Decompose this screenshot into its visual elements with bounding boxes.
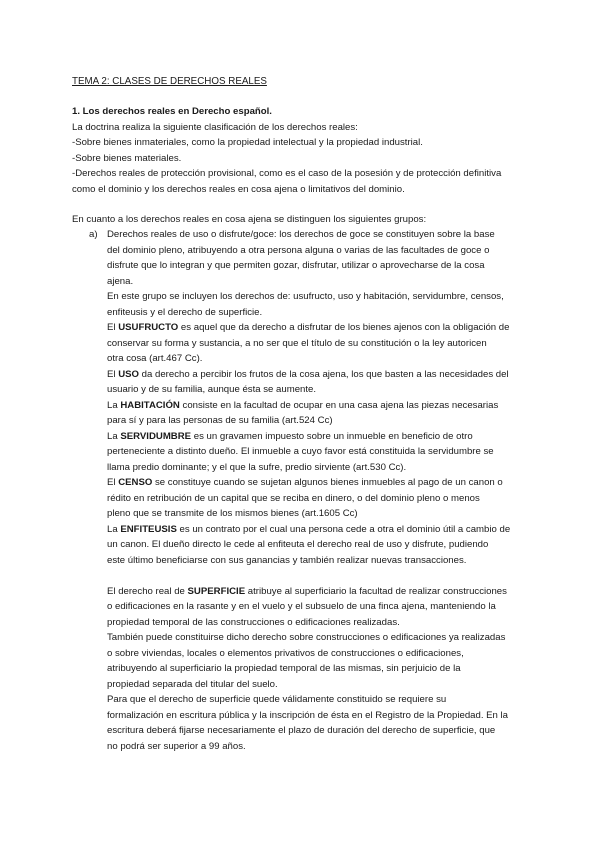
text-fragment: consiste en la facultad de ocupar en una casa ajena las piezas necesarias bbox=[179, 399, 499, 411]
defined-term: SUPERFICIE bbox=[187, 585, 246, 597]
text-fragment: El derecho real de bbox=[107, 585, 188, 597]
list-item-a bbox=[107, 227, 547, 754]
paragraph-line: llama predio dominante; y el que la sufre, predio sirviente (art.530 Cc). bbox=[107, 461, 407, 473]
text-fragment: El bbox=[107, 368, 119, 380]
habitacion-paragraph bbox=[107, 398, 547, 429]
paragraph-line: ajena. bbox=[107, 275, 134, 287]
page-title: TEMA 2: CLASES DE DERECHOS REALES bbox=[72, 76, 267, 87]
text-fragment: es un gravamen impuesto sobre un inmueble en beneficio de otro bbox=[191, 430, 473, 442]
censo-paragraph bbox=[107, 475, 547, 522]
paragraph-line: otra cosa (art.467 Cc). bbox=[107, 353, 203, 364]
paragraph-line: También puede constituirse dicho derecho sobre construcciones o edificaciones ya realizadas bbox=[107, 632, 506, 643]
paragraph-line: conservar su forma y sustancia, a no ser que el título de su constitución o la ley autoricen bbox=[107, 337, 487, 349]
paragraph-line: Derechos reales de uso o disfrute/goce: los derechos de goce se constituyen sobre la base bbox=[107, 229, 495, 240]
list-marker: a) bbox=[89, 229, 98, 240]
text-fragment: La bbox=[107, 523, 121, 535]
section-1 bbox=[72, 104, 542, 197]
groups-intro bbox=[72, 212, 542, 228]
usufructo-paragraph bbox=[107, 320, 547, 367]
text-fragment: La bbox=[107, 430, 121, 442]
defined-term: USUFRUCTO bbox=[118, 322, 179, 333]
section-heading: 1. Los derechos reales en Derecho español. bbox=[72, 106, 272, 117]
superficie-paragraph bbox=[107, 584, 547, 755]
paragraph-line: o edificaciones en la rasante y en el vuelo y el subsuelo de una finca ajena, manteniendo la bbox=[107, 601, 496, 612]
paragraph-line: En cuanto a los derechos reales en cosa ajena se distinguen los siguientes grupos: bbox=[72, 214, 427, 225]
uso-paragraph bbox=[107, 367, 547, 398]
text-fragment: se constituye cuando se sujetan algunos bienes inmuebles al pago de un canon o bbox=[152, 477, 503, 488]
paragraph-line: propiedad separada del titular del suelo. bbox=[107, 678, 278, 690]
text-fragment: La bbox=[107, 399, 121, 411]
paragraph-line: este último beneficiarse con sus ganancias y también realizar nuevas transacciones. bbox=[107, 554, 467, 566]
servidumbre-paragraph bbox=[107, 429, 547, 476]
paragraph-line: enfiteusis y el derecho de superficie. bbox=[107, 306, 263, 318]
paragraph-line: usuario y de su familia, aunque ésta se aumente. bbox=[107, 384, 317, 395]
paragraph-line: rédito en retribución de un capital que se reciba en dinero, o del dominio pleno o menos bbox=[107, 492, 480, 504]
paragraph-line: pleno que se transmite de los mismos bienes (art.1605 Cc) bbox=[107, 508, 358, 519]
text-fragment: El bbox=[107, 477, 119, 488]
text-fragment: es un contrato por el cual una persona cede a otra el dominio útil a cambio de bbox=[176, 523, 511, 535]
text-fragment: es aquel que da derecho a disfrutar de los bienes ajenos con la obligación de bbox=[178, 322, 510, 333]
paragraph-line: no podrá ser superior a 99 años. bbox=[107, 740, 246, 752]
defined-term: ENFITEUSIS bbox=[120, 523, 177, 535]
paragraph-line: -Sobre bienes materiales. bbox=[72, 152, 182, 164]
paragraph-line: -Derechos reales de protección provisional, como es el caso de la posesión y de protección definitiva bbox=[72, 168, 502, 179]
paragraph-line: disfrute que lo integran y que permiten gozar, disfrutar, utilizar o aprovecharse de la cosa bbox=[107, 260, 485, 271]
defined-term: CENSO bbox=[118, 477, 153, 488]
paragraph-line: La doctrina realiza la siguiente clasificación de los derechos reales: bbox=[72, 121, 358, 133]
paragraph-line: para sí y para las personas de su familia (art.524 Cc) bbox=[107, 415, 333, 426]
paragraph-line: un canon. El dueño directo le cede al enfiteuta el derecho real de uso y disfrute, pudiendo bbox=[107, 539, 489, 550]
paragraph-line: o sobre viviendas, locales o elementos privativos de construcciones o edificaciones, bbox=[107, 647, 464, 659]
paragraph-line: atribuyendo al superficiario la propiedad temporal de las mismas, sin perjuicio de la bbox=[107, 663, 461, 674]
text-fragment: da derecho a percibir los frutos de la cosa ajena, los que basten a las necesidades del bbox=[139, 368, 509, 380]
paragraph-line: propiedad temporal de las construcciones o edificaciones realizadas. bbox=[107, 616, 400, 628]
paragraph-line: perteneciente a distinto dueño. El inmueble a cuyo favor está constituida la servidumbre se bbox=[107, 446, 494, 457]
paragraph-line: En este grupo se incluyen los derechos de: usufructo, uso y habitación, servidumbre, censos, bbox=[107, 291, 504, 302]
paragraph-line: escritura deberá fijarse necesariamente el plazo de duración del derecho de superficie, que bbox=[107, 725, 496, 736]
paragraph-line: Para que el derecho de superficie quede válidamente constituido se requiere su bbox=[107, 694, 447, 705]
blank-line bbox=[107, 568, 547, 584]
paragraph-line: del dominio pleno, atribuyendo a otra persona alguna o varias de las facultades de goce o bbox=[107, 244, 490, 256]
paragraph-line: como el dominio y los derechos reales en cosa ajena o limitativos del dominio. bbox=[72, 183, 405, 195]
defined-term: USO bbox=[118, 368, 139, 380]
text-fragment: atribuye al superficiario la facultad de realizar construcciones bbox=[245, 585, 507, 597]
paragraph-line: -Sobre bienes inmateriales, como la propiedad intelectual y la propiedad industrial. bbox=[72, 137, 423, 148]
defined-term: SERVIDUMBRE bbox=[120, 430, 192, 442]
enfiteusis-paragraph bbox=[107, 522, 547, 569]
paragraph-line: formalización en escritura pública y la inscripción de ésta en el Registro de la Propiedad. En la bbox=[107, 709, 509, 721]
defined-term: HABITACIÓN bbox=[120, 399, 180, 411]
text-fragment: El bbox=[107, 322, 119, 333]
